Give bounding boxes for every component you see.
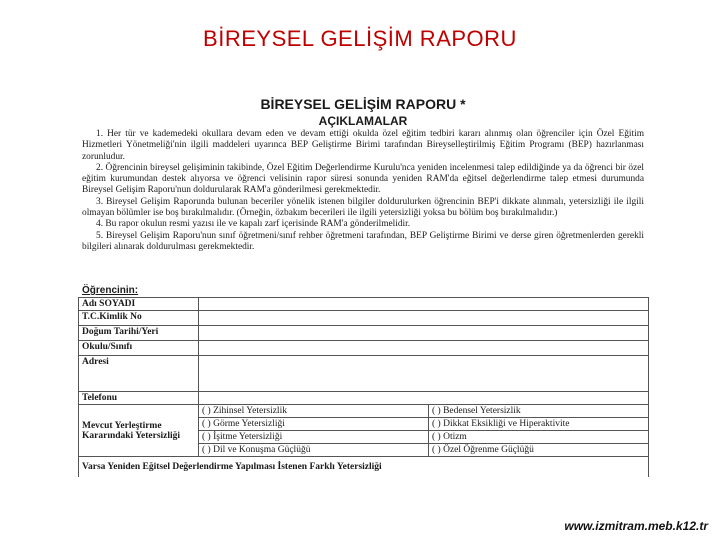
field-tc-label: T.C.Kimlik No <box>79 311 199 326</box>
explanation-item: 1. Her tür ve kademedeki okullara devam eden ve devam ettiği okulda özel eğitim tedbiri kararı alınmış olan öğrenciler için Özel Eğitim Hizmetleri Yönetmeliği'nin ilgili maddeleri uyarınca BEP Geliştirme Birimi tarafından Bireyselleştirilmiş Eğitim Programı (BEP) hazırlanması zorunludur. <box>82 129 644 162</box>
field-school-label: Okulu/Sınıfı <box>79 341 199 356</box>
explanations <box>82 129 644 253</box>
slide-title: BİREYSEL GELİŞİM RAPORU <box>203 26 517 51</box>
field-birth-label: Doğum Tarihi/Yeri <box>79 326 199 341</box>
field-birth-value[interactable] <box>199 326 649 341</box>
field-tc-value[interactable] <box>199 311 649 326</box>
document-subtitle: AÇIKLAMALAR <box>318 114 408 128</box>
option-checkbox[interactable]: ( ) Dikkat Eksikliği ve Hiperaktivite <box>429 418 649 431</box>
explanation-item: 3. Bireysel Gelişim Raporunda bulunan beceriler yönelik istenen bilgiler doldurulurken öğrencinin BEP'i dikkate alınmalı, yetersizliği ile ilgili olmayan bölümler ise boş bırakılmalıdır. (Örneğin, özbakım becerileri ile ilgili yetersizliği yoksa bu bölüm boş bırakılmalıdır.) <box>82 196 644 219</box>
field-address-label: Adresi <box>79 356 199 392</box>
option-checkbox[interactable]: ( ) Zihinsel Yetersizlik <box>199 405 429 418</box>
option-checkbox[interactable]: ( ) İşitme Yetersizliği <box>199 431 429 444</box>
document-title: BİREYSEL GELİŞİM RAPORU * <box>260 96 466 112</box>
option-checkbox[interactable]: ( ) Görme Yetersizliği <box>199 418 429 431</box>
option-checkbox[interactable]: ( ) Bedensel Yetersizlik <box>429 405 649 418</box>
field-placement-label: Mevcut Yerleştirme Kararındaki Yetersizliği <box>79 405 199 457</box>
student-heading: Öğrencinin: <box>82 285 139 296</box>
explanation-item: 2. Öğrencinin bireysel gelişiminin takibinde, Özel Eğitim Değerlendirme Kurulu'nca yeniden incelenmesi talep edildiğinde ya da öğrenci bir özel eğitim kurumundan destek alıyorsa ve öğrenci velisinin rapor süresi sonunda yeniden RAM'da eğitsel değerlendirme talep etmesi durumunda Bireysel Gelişim Raporu'nun doldurularak RAM'a gönderilmesi gerekmektedir. <box>82 162 644 196</box>
explanation-item: 4. Bu rapor okulun resmi yazısı ile ve kapalı zarf içerisinde RAM'a gönderilmelidir. <box>96 219 411 230</box>
option-checkbox[interactable]: ( ) Otizm <box>429 431 649 444</box>
field-phone-label: Telefonu <box>79 392 199 405</box>
field-phone-value[interactable] <box>199 392 649 405</box>
field-name-value[interactable] <box>199 298 649 311</box>
field-other-label: Varsa Yeniden Eğitsel Değerlendirme Yapılması İstenen Farklı Yetersizliği <box>79 457 649 477</box>
field-address-value[interactable] <box>199 356 649 392</box>
option-checkbox[interactable]: ( ) Özel Öğrenme Güçlüğü <box>429 444 649 457</box>
student-info-table <box>78 297 649 477</box>
footer-url: www.izmitram.meb.k12.tr <box>564 519 708 533</box>
option-checkbox[interactable]: ( ) Dil ve Konuşma Güçlüğü <box>199 444 429 457</box>
explanation-item: 5. Bireysel Gelişim Raporu'nun sınıf öğretmeni/sınıf rehber öğretmeni tarafından, BEP Geliştirme Birimi ve derse giren öğretmenlerden gerekli bilgileri alınarak doldurulması gerekmektedir. <box>82 230 644 252</box>
report-document <box>78 96 648 498</box>
field-school-value[interactable] <box>199 341 649 356</box>
field-name-label: Adı SOYADI <box>79 298 199 311</box>
